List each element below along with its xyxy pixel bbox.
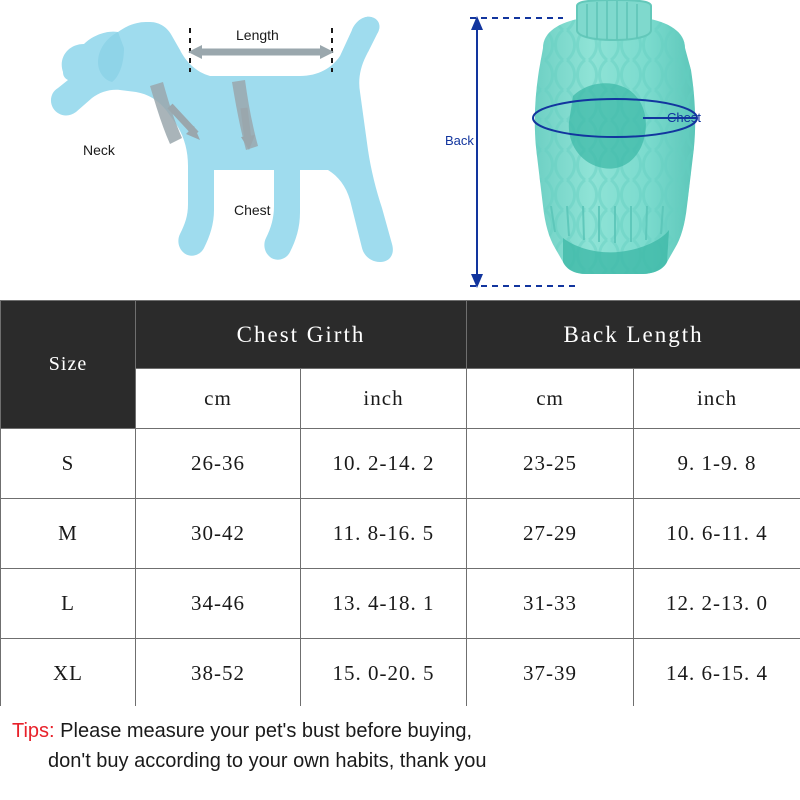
header-back-length: Back Length [467,301,800,369]
sweater-chest-label: Chest [667,110,701,125]
table-row [1,569,800,639]
header-chest-girth: Chest Girth [136,301,467,369]
sweater-back-label: Back [445,133,474,148]
sweater-svg [455,0,800,300]
cell-chest-cm: 38-52 [136,639,301,709]
cell-size: S [1,429,136,499]
sweater-diagram [445,0,800,300]
subheader-chest-cm: cm [136,369,301,429]
table-header-row [1,301,800,369]
cell-size: M [1,499,136,569]
cell-back-inch: 9. 1-9. 8 [634,429,800,499]
cell-chest-inch: 15. 0-20. 5 [301,639,467,709]
cell-chest-cm: 30-42 [136,499,301,569]
cell-size: L [1,569,136,639]
cell-size: XL [1,639,136,709]
table-row [1,639,800,709]
tips-line-2: don't buy according to your own habits, thank you [48,750,487,772]
tips-text-1: Please measure your pet's bust before buying, [54,720,473,742]
cell-back-cm: 37-39 [467,639,634,709]
cell-chest-inch: 11. 8-16. 5 [301,499,467,569]
size-table [0,300,800,709]
cell-chest-inch: 13. 4-18. 1 [301,569,467,639]
sweater-collar [577,0,651,40]
illustration-area [0,0,800,300]
tips-keyword: Tips: [12,720,55,742]
tips-note [0,706,800,800]
cell-back-cm: 27-29 [467,499,634,569]
cell-chest-inch: 10. 2-14. 2 [301,429,467,499]
subheader-back-cm: cm [467,369,634,429]
dog-diagram [0,0,455,300]
table-row [1,499,800,569]
header-size: Size [1,301,136,429]
table-row [1,429,800,499]
cell-back-cm: 23-25 [467,429,634,499]
length-arrow [188,45,334,59]
cell-chest-cm: 34-46 [136,569,301,639]
cell-back-cm: 31-33 [467,569,634,639]
cell-chest-cm: 26-36 [136,429,301,499]
subheader-back-inch: inch [634,369,800,429]
dog-length-label: Length [236,27,279,43]
cell-back-inch: 14. 6-15. 4 [634,639,800,709]
size-table-wrap [0,300,800,709]
cell-back-inch: 12. 2-13. 0 [634,569,800,639]
dog-neck-label: Neck [83,142,115,158]
dog-silhouette-svg [0,0,455,300]
dog-chest-label: Chest [234,202,271,218]
tips-line-1 [12,716,788,746]
subheader-chest-inch: inch [301,369,467,429]
cell-back-inch: 10. 6-11. 4 [634,499,800,569]
